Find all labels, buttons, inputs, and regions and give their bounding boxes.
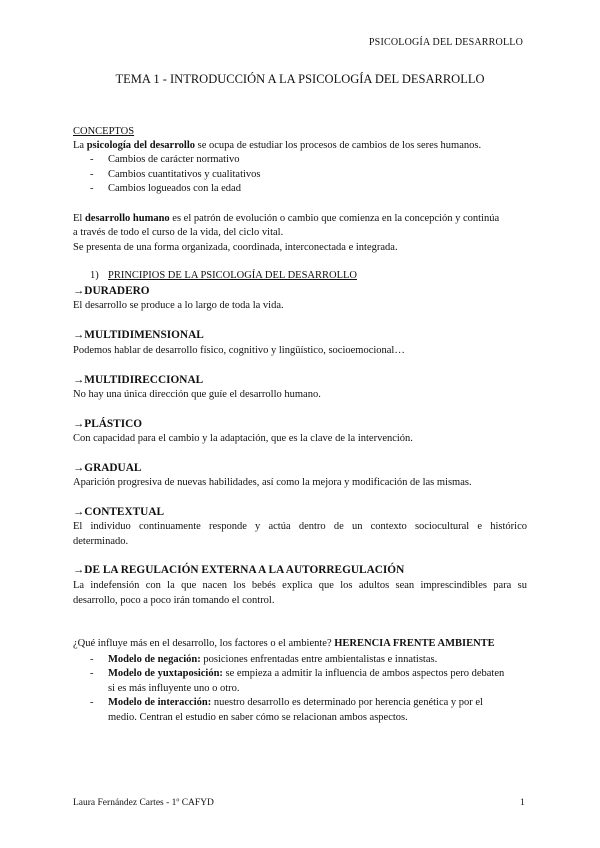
- principle-label: →MULTIDIRECCIONAL: [73, 374, 204, 386]
- section-heading-conceptos: CONCEPTOS: [73, 126, 135, 137]
- principle-text: No hay una única dirección que guíe el desarrollo humano.: [73, 389, 321, 400]
- principle-text: Podemos hablar de desarrollo físico, cognitivo y lingüístico, socioemocional…: [73, 345, 405, 356]
- paragraph-line: a través de todo el curso de la vida, del ciclo vital.: [73, 227, 284, 238]
- principle-text: El individuo continuamente responde y actúa dentro de un contexto sociocultural e histórico: [73, 521, 527, 532]
- principle-text: determinado.: [73, 536, 129, 547]
- list-item-continuation: medio. Centran el estudio en saber cómo se relacionan ambos aspectos.: [108, 712, 408, 723]
- principle-text: La indefensión con la que nacen los bebés explica que los adultos sean imprescindibles para su: [73, 580, 527, 591]
- list-item-continuation: si es más influyente uno o otro.: [108, 683, 240, 694]
- paragraph-line: Se presenta de una forma organizada, coordinada, interconectada e integrada.: [73, 242, 398, 253]
- section-number: 1): [90, 270, 99, 281]
- principle-label: →DE LA REGULACIÓN EXTERNA A LA AUTORREGULACIÓN: [73, 564, 405, 576]
- principle-label: →CONTEXTUAL: [73, 506, 165, 518]
- page-title: TEMA 1 - INTRODUCCIÓN A LA PSICOLOGÍA DEL DESARROLLO: [115, 72, 485, 86]
- paragraph: La psicología del desarrollo se ocupa de estudiar los procesos de cambios de los seres humanos.: [73, 140, 482, 151]
- question-paragraph: ¿Qué influye más en el desarrollo, los factores o el ambiente? HERENCIA FRENTE AMBIENTE: [73, 638, 495, 649]
- page-number: 1: [520, 798, 525, 808]
- document-page: PSICOLOGÍA DEL DESARROLLO TEMA 1 - INTRODUCCIÓN A LA PSICOLOGÍA DEL DESARROLLO CONCEPTOS La psicología del desarrollo se ocupa de estudiar los procesos de cambios de los seres humanos. - Cambios de carácter normativo - Cambios cuantitativos y cualitativos - Cambios logueados con la edad El desarrollo humano es el patrón de evolución o cambio que comienza en la concepción y continúa a través de todo el curso de la vida, del ciclo vital. Se presenta de una forma organizada, coordinada, interconectada e integrada. 1) PRINCIPIOS DE LA PSICOLOGÍA DEL DESARROLLO →DURADERO El desarrollo se produce a lo largo de toda la vida. →MULTIDIMENSIONAL Podemos hablar de desarrollo físico, cognitivo y lingüístico, socioemocional… →MULTIDIRECCIONAL No hay una única dirección que guíe el desarrollo humano. →PLÁSTICO Con capacidad para el cambio y la adaptación, que es la clave de la intervención. →GRADUAL Aparición progresiva de nuevas habilidades, así como la mejora y modificación de las mismas. →CONTEXTUAL El individuo continuamente responde y actúa dentro de un contexto sociocultural e histórico determinado. →DE LA REGULACIÓN EXTERNA A LA AUTORREGULACIÓN La indefensión con la que nacen los bebés explica que los adultos sean imprescindibles para su desarrollo, poco a poco irán tomando el control. ¿Qué influye más en el desarrollo, los factores o el ambiente? HERENCIA FRENTE AMBIENTE - Modelo de negación: posiciones enfrentadas entre ambientalistas e innatistas. - Modelo de yuxtaposición: se empieza a admitir la influencia de ambos aspectos pero debaten si es más influyente uno o otro. - Modelo de interacción: nuestro desarrollo es determinado por herencia genética y por el medio. Centran el estudio en saber cómo se relacionan ambos aspectos. Laura Fernández Cartes - 1º CAFYD 1: [0, 0, 600, 848]
- principle-text: desarrollo, poco a poco irán tomando el control.: [73, 595, 275, 606]
- principle-text: Con capacidad para el cambio y la adaptación, que es la clave de la intervención.: [73, 433, 413, 444]
- paragraph: El desarrollo humano es el patrón de evolución o cambio que comienza en la concepción y continúa: [73, 213, 500, 224]
- principle-label: →MULTIDIMENSIONAL: [73, 329, 204, 341]
- section-heading-principios: PRINCIPIOS DE LA PSICOLOGÍA DEL DESARROLLO: [108, 270, 358, 281]
- principle-text: El desarrollo se produce a lo largo de toda la vida.: [73, 300, 284, 311]
- principle-label: →DURADERO: [73, 285, 150, 297]
- principle-label: →PLÁSTICO: [73, 418, 143, 430]
- footer-author: Laura Fernández Cartes - 1º CAFYD: [73, 798, 214, 808]
- principle-label: →GRADUAL: [73, 462, 142, 474]
- principle-text: Aparición progresiva de nuevas habilidades, así como la mejora y modificación de las mismas.: [73, 477, 472, 488]
- page-header: PSICOLOGÍA DEL DESARROLLO: [368, 37, 523, 48]
